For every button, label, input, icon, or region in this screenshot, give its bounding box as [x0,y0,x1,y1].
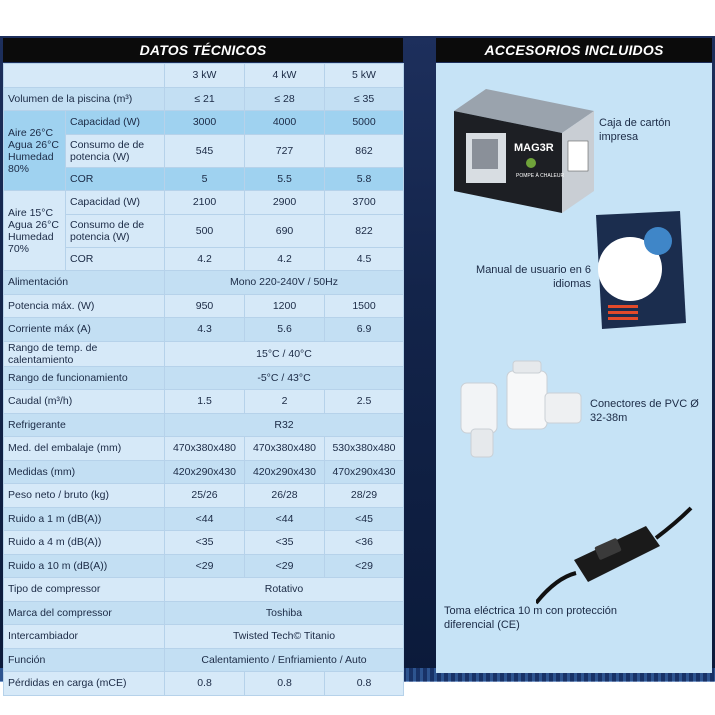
accessory-box-label: Caja de cartón impresa [599,117,671,143]
condition-2-label: Aire 15°C Agua 26°C Humedad 70% [4,191,66,271]
pvc-connector-icon [451,353,591,463]
box-icon [446,81,596,216]
table-row: Rango de temp. de calentamiento 15°C / 40°C [4,341,404,366]
accessory-manual-label: Manual de usuario en 6 idiomas [476,264,591,290]
table-row: Ruido a 10 m (dB(A)) <29 <29 <29 [4,554,404,578]
table-row: Consumo de de potencia (W) 500 690 822 [4,214,404,247]
table-row: COR 4.2 4.2 4.5 [4,247,404,271]
table-row: Intercambiador Twisted Tech© Titanio [4,625,404,649]
model-3kw: 3 kW [165,64,245,88]
table-row: Ruido a 1 m (dB(A)) <44 <44 <45 [4,507,404,531]
table-row: Caudal (m³/h) 1.5 2 2.5 [4,390,404,414]
table-row: Pérdidas en carga (mCE) 0.8 0.8 0.8 [4,672,404,696]
table-row: Volumen de la piscina (m³) ≤ 21 ≤ 28 ≤ 35 [4,87,404,111]
accessories-panel [436,63,712,673]
model-header-row [4,64,404,88]
specs-header: DATOS TÉCNICOS [3,38,403,62]
table-row: Alimentación Mono 220-240V / 50Hz [4,271,404,295]
condition-1-label: Aire 26°C Agua 26°C Humedad 80% [4,111,66,191]
table-row: Consumo de de potencia (W) 545 727 862 [4,134,404,167]
table-row: Tipo de compressor Rotativo [4,578,404,602]
table-row: Aire 26°C Agua 26°C Humedad 80% Capacidad (W) 3000 4000 5000 [4,111,404,135]
box-brand: MAG3R [514,142,554,154]
model-4kw: 4 kW [245,64,325,88]
accessories-header: ACCESORIOS INCLUIDOS [436,38,712,62]
power-plug-icon [536,498,696,608]
table-row: Refrigerante R32 [4,413,404,437]
table-row: Aire 15°C Agua 26°C Humedad 70% Capacidad (W) 2100 2900 3700 [4,191,404,215]
table-row: Rango de funcionamiento -5°C / 43°C [4,366,404,390]
manual-icon [596,211,686,331]
table-row: COR 5 5.5 5.8 [4,167,404,191]
table-row: Potencia máx. (W) 950 1200 1500 [4,294,404,318]
table-row: Marca del compressor Toshiba [4,601,404,625]
table-row: Med. del embalaje (mm) 470x380x480 470x380x480 530x380x480 [4,437,404,461]
table-row: Corriente máx (A) 4.3 5.6 6.9 [4,318,404,342]
table-row: Peso neto / bruto (kg) 25/26 26/28 28/29 [4,484,404,508]
specs-table [3,63,403,690]
table-row: Función Calentamiento / Enfriamiento / Auto [4,648,404,672]
table-row: Medidas (mm) 420x290x430 420x290x430 470x290x430 [4,460,404,484]
accessory-plug-label: Toma eléctrica 10 m con protección diferencial (CE) [444,605,618,631]
box-tagline: POMPE À CHALEUR [516,173,565,179]
row-label: Volumen de la piscina (m³) [4,87,165,111]
accessory-pvc-label: Conectores de PVC Ø 32-38m [590,398,699,424]
model-5kw: 5 kW [325,64,404,88]
table-row: Ruido a 4 m (dB(A)) <35 <35 <36 [4,531,404,555]
